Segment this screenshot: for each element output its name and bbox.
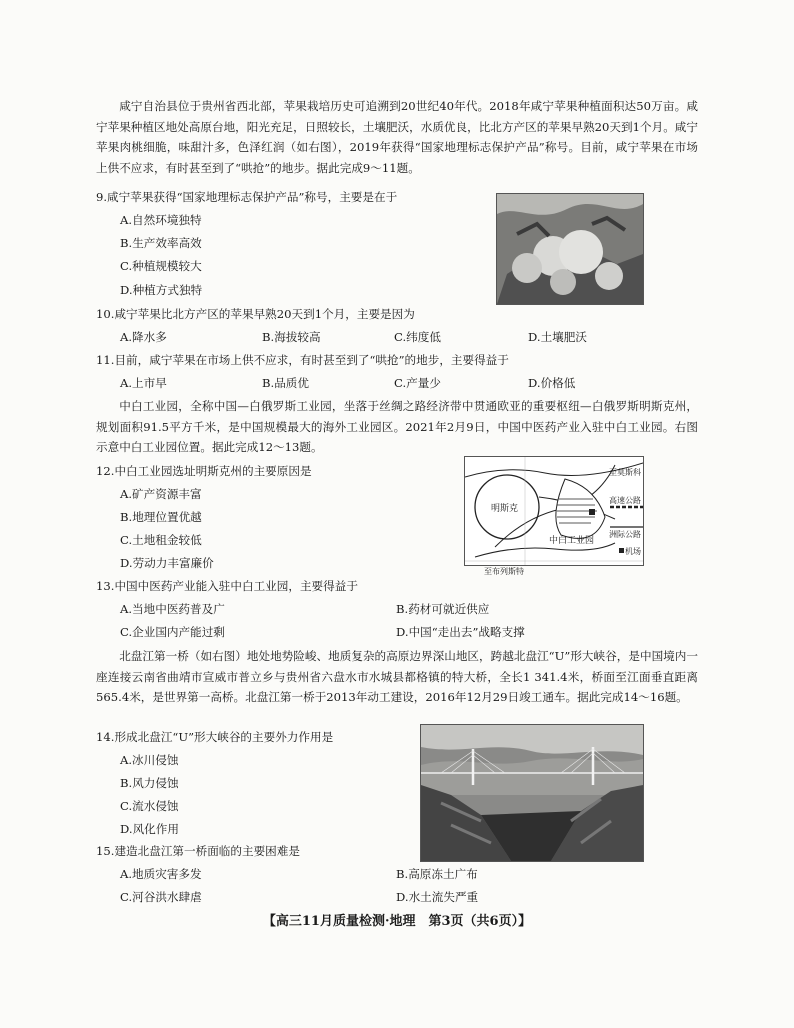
q14-option-a[interactable]: A.冰川侵蚀 (120, 753, 179, 767)
q9-option-b[interactable]: B.生产效率高效 (120, 236, 202, 250)
q13-option-b[interactable]: B.药材可就近供应 (396, 602, 490, 616)
q9-option-a[interactable]: A.自然环境独特 (120, 213, 202, 227)
q14-stem: 14.形成北盘江“U”形大峡谷的主要外力作用是 (96, 730, 334, 744)
map-label-to-moscow: 至莫斯科 (609, 468, 641, 477)
q10-option-c[interactable]: C.纬度低 (394, 330, 441, 344)
q11-stem: 11.目前，咸宁苹果在市场上供不应求，有时甚至到了“哄抢”的地步，主要得益于 (96, 353, 509, 367)
passage-bridge: 北盘江第一桥（如右图）地处地势险峻、地质复杂的高原边界深山地区，跨越北盘江“U”形大峡谷，是中国境内一座连接云南省曲靖市宣威市普立乡与贵州省六盘水市水城县都格镇的特大桥，全长1 341.4米，桥面至江面垂直距离565.4米，是世界第一高桥。北盘江第一桥于2013年动工建设，2016年12月29日竣工通车。据此完成14～16题。 (96, 649, 698, 705)
q10-option-d[interactable]: D.土壤肥沃 (528, 330, 587, 344)
passage-industrial-park: 中白工业园，全称中国—白俄罗斯工业园，坐落于丝绸之路经济带中贯通欧亚的重要枢纽—白俄罗斯明斯克州，规划面积91.5平方千米，是中国规模最大的海外工业园区。2021年2月9日，中国中医药产业入驻中白工业园。右图示意中白工业园位置。据此完成12～13题。 (96, 399, 698, 455)
passage-apple: 咸宁自治县位于贵州省西北部，苹果栽培历史可追溯到20世纪40年代。2018年咸宁苹果种植面积达50万亩。咸宁苹果种植区地处高原台地，阳光充足，日照较长，土壤肥沃，水质优良，比北方产区的苹果早熟20天到1个月。咸宁苹果肉桃细脆，味甜汁多，色泽红润（如右图），2019年获得“国家地理标志保护产品”称号。目前，咸宁苹果在市场上供不应求，有时甚至到了“哄抢”的地步。据此完成9～11题。 (96, 99, 698, 175)
industrial-park-map (464, 456, 644, 566)
q14-option-b[interactable]: B.风力侵蚀 (120, 776, 179, 790)
q12-option-b[interactable]: B.地理位置优越 (120, 510, 202, 524)
q15-option-d[interactable]: D.水土流失严重 (396, 890, 479, 904)
bridge-photo-drawing (421, 725, 643, 861)
q12-option-c[interactable]: C.土地租金较低 (120, 533, 202, 547)
q13-stem: 13.中国中医药产业能入驻中白工业园，主要得益于 (96, 579, 358, 593)
q9-option-d[interactable]: D.种植方式独特 (120, 283, 203, 297)
page-footer: 【高三11月质量检测·地理 第3页（共6页）】 (262, 914, 532, 929)
q9-stem: 9.咸宁苹果获得“国家地理标志保护产品”称号，主要是在于 (96, 190, 398, 204)
q14-option-c[interactable]: C.流水侵蚀 (120, 799, 179, 813)
q11-option-c[interactable]: C.产量少 (394, 376, 441, 390)
q10-option-b[interactable]: B.海拔较高 (262, 330, 321, 344)
q12-option-d[interactable]: D.劳动力丰富廉价 (120, 556, 214, 570)
q10-stem: 10.咸宁苹果比北方产区的苹果早熟20天到1个月，主要是因为 (96, 307, 415, 321)
map-label-minsk: 明斯克 (491, 504, 519, 514)
map-label-continental-road: 洲际公路 (609, 530, 641, 539)
map-label-airport: 机场 (625, 547, 641, 556)
q11-option-a[interactable]: A.上市早 (120, 376, 167, 390)
map-label-park: 中白工业园 (549, 536, 595, 546)
q15-stem: 15.建造北盘江第一桥面临的主要困难是 (96, 844, 300, 858)
q13-option-c[interactable]: C.企业国内产能过剩 (120, 625, 225, 639)
q12-stem: 12.中白工业园选址明斯克州的主要原因是 (96, 464, 312, 478)
q15-option-a[interactable]: A.地质灾害多发 (120, 867, 202, 881)
apple-photo-drawing (497, 194, 643, 304)
q13-option-a[interactable]: A.当地中医药普及广 (120, 602, 225, 616)
q11-option-b[interactable]: B.品质优 (262, 376, 309, 390)
apple-photo (496, 193, 644, 305)
q15-option-b[interactable]: B.高原冻土广布 (396, 867, 478, 881)
q12-option-a[interactable]: A.矿产资源丰富 (120, 487, 202, 501)
q10-option-a[interactable]: A.降水多 (120, 330, 167, 344)
bridge-photo (420, 724, 644, 862)
map-label-to-brest: 至布列斯特 (484, 567, 524, 576)
map-label-highway: 高速公路 (609, 496, 641, 505)
q15-option-c[interactable]: C.河谷洪水肆虐 (120, 890, 202, 904)
q13-option-d[interactable]: D.中国“走出去”战略支撑 (396, 625, 525, 639)
q14-option-d[interactable]: D.风化作用 (120, 822, 179, 836)
q11-option-d[interactable]: D.价格低 (528, 376, 576, 390)
q9-option-c[interactable]: C.种植规模较大 (120, 259, 202, 273)
